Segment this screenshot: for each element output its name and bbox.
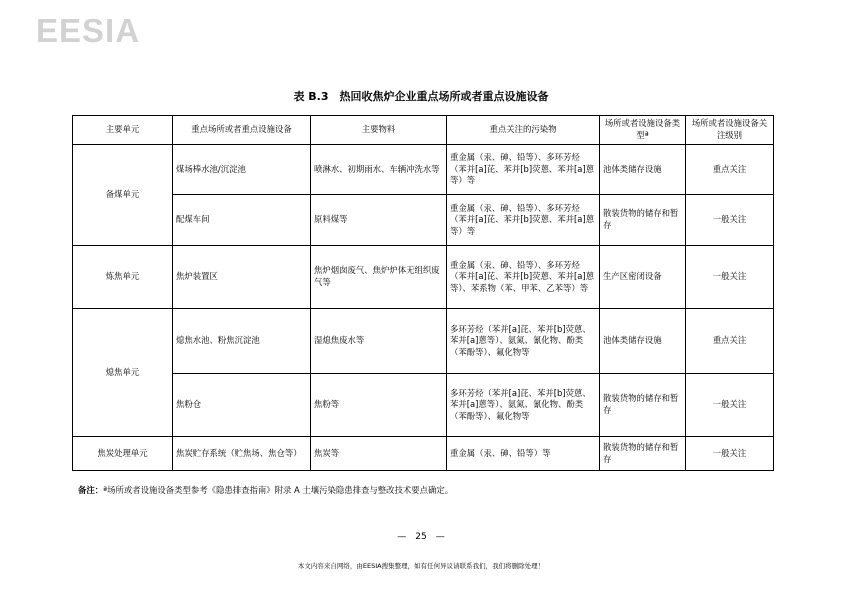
cell-level: 一般关注 (686, 374, 774, 437)
cell-site: 焦炉装置区 (173, 246, 311, 309)
cell-level: 重点关注 (686, 309, 774, 374)
header-site-type: 场所或者设施设备类型ª (600, 116, 686, 145)
cell-site: 煤场棒水池/沉淀池 (173, 145, 311, 195)
cell-pollutant: 重金属（汞、砷、铅等）、多环芳烃（苯并[a]芘、苯并[b]荧蒽、苯并[a]蒽等）、苯系物（苯、甲苯、乙苯等）等 (447, 246, 600, 309)
cell-site: 焦粉仓 (173, 374, 311, 437)
cell-type: 散装货物的储存和暂存 (600, 437, 686, 471)
cell-material: 焦炉烟囱废气、焦炉炉体无组织废气等 (311, 246, 447, 309)
cell-pollutant: 重金属（汞、砷、铅等）、多环芳烃（苯并[a]芘、苯并[b]荧蒽、苯并[a]蒽等）等 (447, 145, 600, 195)
table-row (73, 374, 774, 437)
cell-type: 池体类储存设施 (600, 145, 686, 195)
header-pollutant: 重点关注的污染物 (447, 116, 600, 145)
cell-material: 焦粉等 (311, 374, 447, 437)
cell-level: 一般关注 (686, 246, 774, 309)
cell-site: 焦炭贮存系统（贮焦场、焦仓等） (173, 437, 311, 471)
cell-site: 熄焦水池、粉焦沉淀池 (173, 309, 311, 374)
cell-unit: 备煤单元 (73, 145, 173, 246)
cell-pollutant: 重金属（汞、砷、铅等）等 (447, 437, 600, 471)
cell-level: 重点关注 (686, 145, 774, 195)
table-row (73, 246, 774, 309)
header-key-site: 重点场所或者重点设施设备 (173, 116, 311, 145)
cell-material: 焦炭等 (311, 437, 447, 471)
page-number: — 25 — (397, 532, 445, 542)
cell-unit: 炼焦单元 (73, 246, 173, 309)
cell-pollutant: 多环芳烃（苯并[a]芘、苯并[b]荧蒽、苯并[a]蒽等）、氨氮、氰化物、酚类（苯酚等）、氟化物等 (447, 309, 600, 374)
header-concern-level: 场所或者设施设备关注级别 (686, 116, 774, 145)
note-label: 备注： (78, 485, 104, 495)
footer-disclaimer: 本文内容来自网络，由EESIA搜集整理，如有任何异议请联系我们，我们将删除处理！ (297, 562, 545, 570)
table-row (73, 437, 774, 471)
table-note (78, 484, 453, 496)
cell-unit: 熄焦单元 (73, 309, 173, 437)
eesia-logo: EESIA (36, 12, 141, 49)
note-text: ª场所或者设施设备类型参考《隐患排查指南》附录 A 土壤污染隐患排查与整改技术要点确定。 (103, 485, 454, 495)
facilities-table (72, 115, 774, 471)
table-row (73, 309, 774, 374)
cell-pollutant: 重金属（汞、砷、铅等）、多环芳烃（苯并[a]芘、苯并[b]荧蒽、苯并[a]蒽等）等 (447, 195, 600, 246)
table-header-row (73, 116, 774, 145)
cell-material: 喷淋水、初期雨水、车辆冲洗水等 (311, 145, 447, 195)
table-title: 表 B.3 热回收焦炉企业重点场所或者重点设施设备 (293, 90, 549, 103)
cell-unit: 焦炭处理单元 (73, 437, 173, 471)
cell-type: 池体类储存设施 (600, 309, 686, 374)
table-row (73, 145, 774, 195)
cell-level: 一般关注 (686, 437, 774, 471)
table-row (73, 195, 774, 246)
cell-site: 配煤车间 (173, 195, 311, 246)
cell-material: 原料煤等 (311, 195, 447, 246)
cell-type: 散装货物的储存和暂存 (600, 374, 686, 437)
cell-material: 湿熄焦废水等 (311, 309, 447, 374)
cell-pollutant: 多环芳烃（苯并[a]芘、苯并[b]荧蒽、苯并[a]蒽等）、氨氮、氰化物、酚类（苯酚等）、氟化物等 (447, 374, 600, 437)
cell-type: 生产区密闭设备 (600, 246, 686, 309)
cell-type: 散装货物的储存和暂存 (600, 195, 686, 246)
header-material: 主要物料 (311, 116, 447, 145)
cell-level: 一般关注 (686, 195, 774, 246)
header-main-unit: 主要单元 (73, 116, 173, 145)
